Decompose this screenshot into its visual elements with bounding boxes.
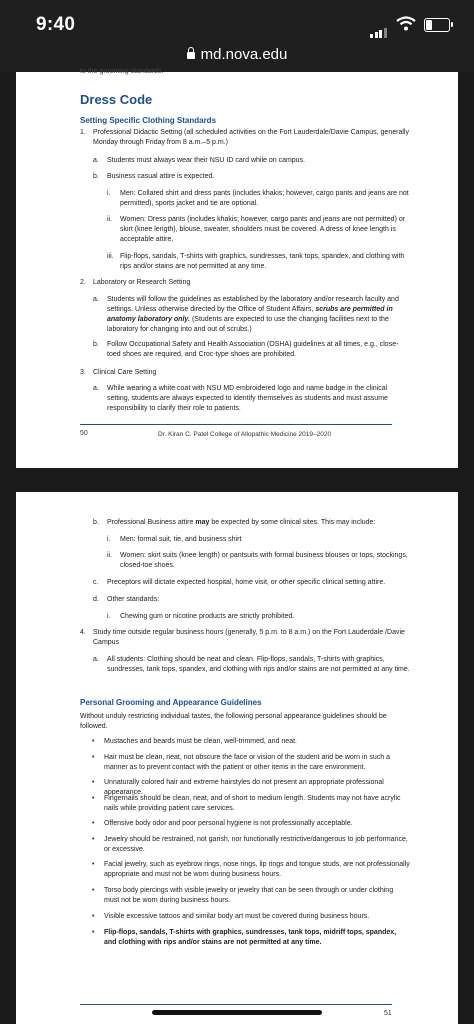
list-text: Preceptors will dictate expected hospital, home visit, or other specific clinical setting attire. (107, 579, 386, 586)
list-item-1b-ii (107, 215, 410, 245)
bullet-item (92, 912, 410, 922)
bullet-marker: • (92, 887, 95, 894)
bullet-marker: • (92, 738, 95, 745)
list-text: While wearing a white coat with NSU MD embroidered logo and name badge in the clinical setting, students are always expected to identify themselves as students and must assume responsibility to clarify their role to patients. (107, 385, 388, 412)
bullet-item (92, 860, 410, 880)
page-50-body (80, 116, 410, 126)
home-indicator[interactable] (152, 1010, 322, 1015)
list-item-1 (80, 128, 410, 148)
list-number: a. (93, 157, 99, 164)
list-number: ii. (107, 552, 113, 559)
list-number: i. (107, 190, 111, 197)
list-text: Men: Collared shirt and dress pants (includes khakis; however, cargo pants and jeans are not permitted), sports jacket and tie are optional. (120, 190, 409, 207)
bullet-marker: • (92, 779, 95, 786)
list-text: Women: skirt suits (knee length) or pantsuits with formal business blouses or tops, stockings, closed-toe shoes. (120, 552, 408, 569)
grooming-intro: Without unduly restricting individual tastes, the following personal appearance guidelines should be followed. (80, 713, 387, 730)
bullet-item (92, 835, 410, 855)
list-text: Women: Dress pants (includes khakis; however, cargo pants and jeans are not permitted) or skirt (knee length), blouse, sweater, shoulders must be covered. A dress of knee length is acceptable attire. (120, 216, 406, 243)
list-text: All students: Clothing should be neat and clean. Flip-flops, sandals, T-shirts with graphics, sundresses, tank tops, spandex, and clothing with rips and/or stains are not permitted at any time. (107, 656, 410, 673)
bullet-marker: • (92, 754, 95, 761)
footer-rule (80, 1004, 392, 1005)
clock: 9:40 (36, 14, 76, 35)
list-number: c. (93, 579, 99, 586)
list-text: Men: formal suit, tie, and business shirt (120, 536, 242, 543)
bullet-item (92, 753, 410, 773)
list-number: d. (93, 596, 99, 603)
battery-icon (424, 18, 450, 32)
list-number: 2. (80, 279, 86, 286)
list-item-3 (80, 368, 410, 378)
list-text: Professional Didactic Setting (all scheduled activities on the Fort Lauderdale/Davie Campus, generally Monday through Friday from 8 a.m.–5 p.m.) (93, 129, 409, 146)
lock-icon (187, 52, 195, 59)
list-number: a. (93, 296, 99, 303)
list-number: 1. (80, 129, 86, 136)
list-number: b. (93, 519, 99, 526)
list-text (107, 518, 410, 528)
bullet-text: Flip-flops, sandals, T-shirts with graphics, sundresses, tank tops, midriff tops, spandex, and clothing with rips and/or stains are not permitted at any time. (104, 929, 397, 946)
list-text: Other standards: (107, 596, 160, 603)
list-number: i. (107, 613, 111, 620)
cellular-signal-icon (370, 20, 388, 38)
browser-address-bar[interactable] (0, 44, 474, 72)
bold-italic-text: scrubs are permitted in anatomy laboratory only. (107, 306, 393, 323)
bold-text: may (195, 519, 210, 526)
bullet-text: Offensive body odor and poor personal hygiene is not professionally acceptable. (104, 820, 353, 827)
list-text: Follow Occupational Safety and Health Association (OSHA) guidelines at all times, e.g., close-toed shoes are required, and Croc-type shoes are prohibited. (107, 341, 399, 358)
page-footer: Dr. Kiran C. Patel College of Allopathic Medicine 2019–2020 (158, 431, 332, 438)
list-item-4 (80, 628, 410, 648)
wifi-icon (396, 16, 416, 36)
url-field[interactable] (0, 46, 474, 63)
bullet-text: Facial jewelry, such as eyebrow rings, nose rings, lip rings and tongue studs, are not professionally appropriate and must not be worn during business hours. (104, 861, 410, 878)
list-number: i. (107, 536, 111, 543)
bullet-marker: • (92, 795, 95, 802)
bullet-text: Visible excessive tattoos and similar body art must be covered during business hours. (104, 913, 370, 920)
list-number: iii. (107, 253, 114, 260)
list-number: b. (93, 173, 99, 180)
bullet-text: Fingernails should be clean, neat, and of short to medium length. Students may not have acrylic nails while providing patient care services. (104, 795, 401, 812)
bullet-item (92, 819, 410, 829)
list-item-c (93, 578, 410, 588)
bullet-text: Hair must be clean, neat, not obscure the face or vision of the student and be worn in such a manner as to prevent contact with the patient or other items in the care environment. (104, 754, 391, 771)
list-text: Flip-flops, sandals, T-shirts with graphics, sundresses, tank tops, spandex, and clothing with rips and/or stains are not permitted at any time. (120, 253, 405, 270)
bullet-marker: • (92, 861, 95, 868)
list-text: Study time outside regular business hours (generally, 5 p.m. to 8 a.m.) on the Fort Lauderdale /Davie Campus (93, 629, 405, 646)
list-number: a. (93, 656, 99, 663)
bullet-marker: • (92, 913, 95, 920)
list-item-4a (93, 655, 410, 675)
list-number: 3. (80, 369, 86, 376)
bullet-text: Torso body piercings with visible jewelry or jewelry that can be seen through or under clothing must not be worn during business hours. (104, 887, 394, 904)
bullet-item (92, 928, 410, 948)
list-text: Clinical Care Setting (93, 369, 157, 376)
status-bar (0, 0, 474, 44)
bullet-item (92, 737, 410, 747)
text-run: (Students are expected to use the changing facilities next to the laboratory for changing into and out of scrubs.) (107, 316, 389, 333)
list-number: ii. (107, 216, 113, 223)
list-number: a. (93, 385, 99, 392)
bullet-text: Unnaturally colored hair and extreme hairstyles do not present an appropriate professional appearance. (104, 779, 384, 796)
cut-off-text: to the grooming standards. (80, 68, 164, 75)
list-item-1a (93, 156, 410, 166)
list-item-b-i (107, 535, 410, 545)
text-run: Professional Business attire (107, 519, 194, 526)
list-item-2 (80, 278, 410, 288)
list-item-1b-i (107, 189, 410, 209)
list-item-d (93, 595, 410, 605)
list-number: b. (93, 341, 99, 348)
section-title: Dress Code (80, 92, 153, 107)
url-text: md.nova.edu (200, 46, 288, 63)
list-item-3a (93, 384, 410, 414)
bullet-item (92, 794, 410, 814)
list-item-b (93, 518, 410, 528)
list-item-2a (93, 295, 410, 335)
list-item-b-ii (107, 551, 410, 571)
bullet-text: Mustaches and beards must be clean, well-trimmed, and neat. (104, 738, 297, 745)
list-item-2b (93, 340, 410, 360)
bullet-marker: • (92, 836, 95, 843)
subsection-title: Setting Specific Clothing Standards (80, 116, 217, 125)
footer-rule (80, 424, 392, 425)
list-text: Students must always wear their NSU ID card while on campus. (107, 157, 306, 164)
list-item-d-i (107, 612, 410, 622)
text-run: Students will follow the guidelines as established by the laboratory and/or research faculty and settings. Unless otherwise directed by the Office of Student Affairs, (107, 296, 399, 313)
bullet-text: Jewelry should be restrained, not garish, nor functionally restrictive/dangerous to job performance, or excessive. (104, 836, 408, 853)
list-number: 4. (80, 629, 86, 636)
document-page-51 (16, 492, 458, 1024)
list-text: Business casual attire is expected. (107, 173, 215, 180)
list-item-1b-iii (107, 252, 410, 272)
list-text: Chewing gum or nicotine products are strictly prohibited. (120, 613, 295, 620)
list-text: Laboratory or Research Setting (93, 279, 191, 286)
bullet-marker: • (92, 929, 95, 936)
document-page-50 (16, 68, 458, 468)
bullet-item (92, 886, 410, 906)
list-item-1b (93, 172, 410, 182)
bullet-marker: • (92, 820, 95, 827)
page-number: 51 (384, 1010, 392, 1017)
page-number: 50 (80, 430, 88, 437)
list-text (107, 295, 410, 335)
text-run: be expected by some clinical sites. This may include: (211, 519, 376, 526)
grooming-section-title: Personal Grooming and Appearance Guidelines (80, 698, 262, 707)
